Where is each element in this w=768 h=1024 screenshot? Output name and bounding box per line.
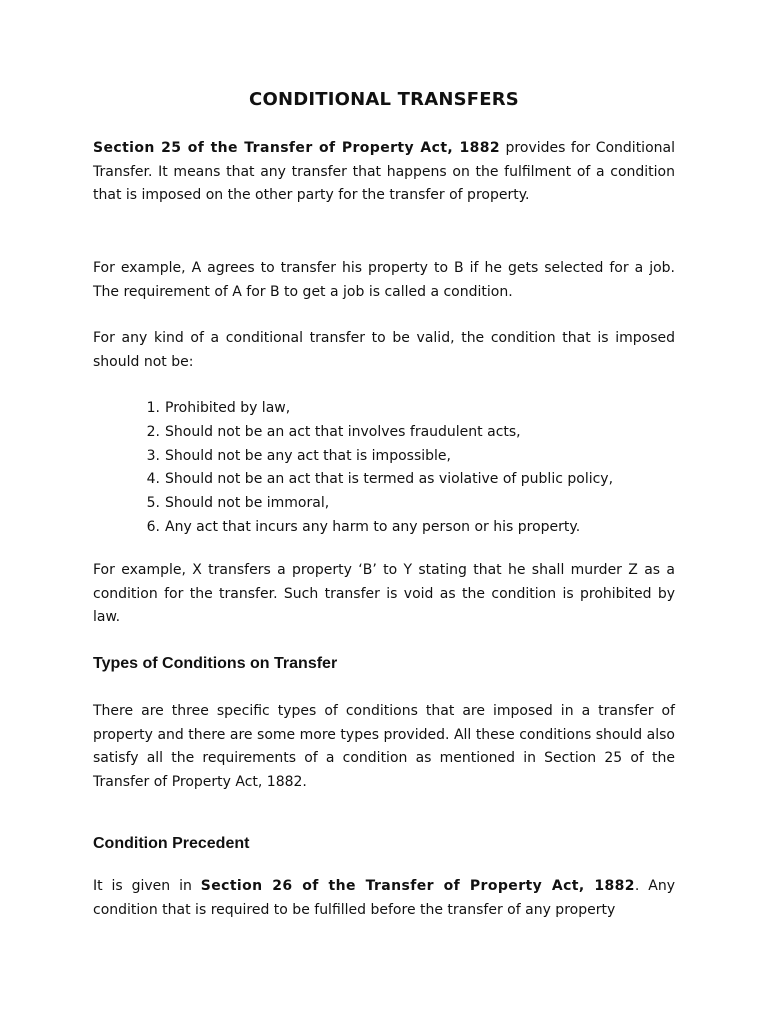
list-item-number: 6.	[146, 518, 160, 535]
intro-paragraph	[93, 137, 675, 208]
section-26-reference: Section 26 of the Transfer of Property Act, 1882	[200, 878, 635, 894]
precedent-prefix: It is given in	[93, 878, 201, 894]
example-paragraph-1: For example, A agrees to transfer his property to B if he gets selected for a job. The requirement of A for B to get a job is called a condition.	[93, 260, 675, 300]
list-item-text: Should not be an act that involves fraudulent acts,	[165, 423, 521, 440]
precedent-paragraph	[93, 875, 675, 922]
list-item-number: 4.	[146, 471, 160, 488]
example-paragraph-2: For example, X transfers a property ‘B’ to Y stating that he shall murder Z as a condition for the transfer. Such transfer is void as the condition is prohibited by law.	[93, 562, 675, 626]
validity-intro-paragraph: For any kind of a conditional transfer to be valid, the condition that is imposed should not be:	[93, 330, 675, 370]
list-item-number: 5.	[146, 495, 160, 512]
list-item-text: Should not be any act that is impossible,	[165, 447, 451, 464]
list-item	[127, 445, 613, 469]
precedent-heading: Condition Precedent	[93, 835, 250, 852]
list-item-text: Should not be an act that is termed as violative of public policy,	[165, 471, 614, 488]
conditions-list	[127, 397, 613, 540]
list-item-number: 3.	[146, 447, 160, 464]
intro-text: provides for Conditional Transfer. It means that any transfer that happens on the fulfilment of a condition that is imposed on the other party for the transfer of property.	[93, 140, 675, 204]
list-item-text: Any act that incurs any harm to any person or his property.	[165, 518, 581, 535]
list-item-number: 2.	[146, 423, 160, 440]
list-item-text: Should not be immoral,	[165, 495, 330, 512]
types-paragraph: There are three specific types of conditions that are imposed in a transfer of property and there are some more types provided. All these conditions should also satisfy all the requirements of a condition as mentioned in Section 25 of the Transfer of Property Act, 1882.	[93, 703, 675, 790]
types-heading: Types of Conditions on Transfer	[93, 655, 338, 672]
list-item	[127, 421, 613, 445]
list-item-text: Prohibited by law,	[165, 400, 291, 416]
page-title: CONDITIONAL TRANSFERS	[249, 89, 519, 110]
list-item	[127, 468, 613, 492]
list-item	[127, 492, 613, 516]
list-item	[127, 516, 613, 540]
list-item	[127, 397, 613, 421]
list-item-number: 1.	[146, 400, 160, 416]
precedent-text: . Any condition that is required to be fulfilled before the transfer of any property	[93, 878, 675, 918]
section-25-reference: Section 25 of the Transfer of Property Act, 1882	[93, 140, 501, 156]
